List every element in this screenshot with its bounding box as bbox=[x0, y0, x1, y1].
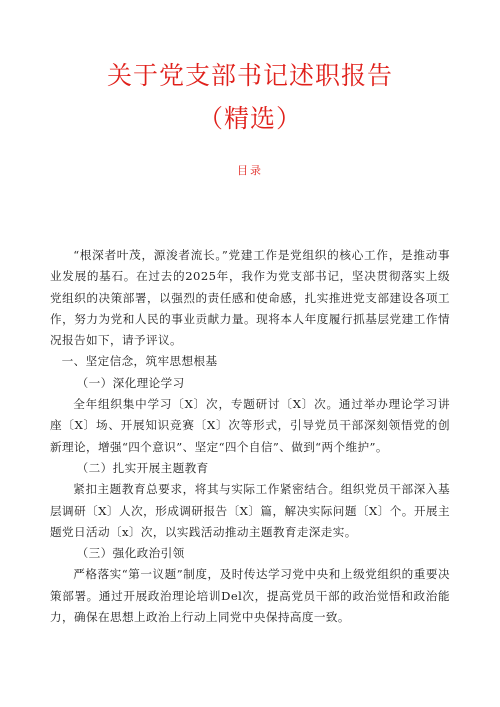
document-body bbox=[50, 245, 450, 628]
body-paragraph: 严格落实“第一议题”制度，及时传达学习党中央和上级党组织的重要决策部署。通过开展政治理论培训Del次，提高党员干部的政治觉悟和政治能力，确保在思想上政治上行动上同党中央保持高度一致。 bbox=[50, 567, 450, 625]
table-of-contents-link[interactable]: 目录 bbox=[237, 164, 263, 177]
document-subtitle: （精选） bbox=[197, 104, 302, 133]
body-paragraph: 紧扣主题教育总要求，将其与实际工作紧密结合。组织党员干部深入基层调研〔X〕人次，形成调研报告〔X〕篇，解决实际问题〔X〕个。开展主题党日活动〔x〕次，以实践活动推动主题教育走深走实。 bbox=[50, 482, 450, 539]
document-title: 关于党支部书记述职报告 bbox=[106, 61, 393, 90]
body-paragraph: 全年组织集中学习〔X〕次，专题研讨〔X〕次。通过举办理论学习讲座〔X〕场、开展知识竞赛〔X〕次等形式，引导党员干部深刻领悟党的创新理论，增强“四个意识”、坚定“四个自信”、做到“两个维护”。 bbox=[50, 397, 450, 454]
intro-paragraph: “根深者叶茂，源浚者流长。”党建工作是党组织的核心工作，是推动事业发展的基石。在过去的2025年，我作为党支部书记，坚决贯彻落实上级党组织的决策部署，以强烈的责任感和使命感，扎实推进党支部建设各项工作，努力为党和人民的事业贡献力量。现将本人年度履行抓基层党建工作情况报告如下，请予评议。 bbox=[50, 248, 450, 348]
section-heading: 一、坚定信念，筑牢思想根基 bbox=[61, 354, 218, 369]
subsection-heading: （二）扎实开展主题教育 bbox=[76, 460, 209, 475]
subsection-heading: （三）强化政治引领 bbox=[76, 546, 185, 561]
subsection-heading: （一）深化理论学习 bbox=[76, 375, 185, 390]
